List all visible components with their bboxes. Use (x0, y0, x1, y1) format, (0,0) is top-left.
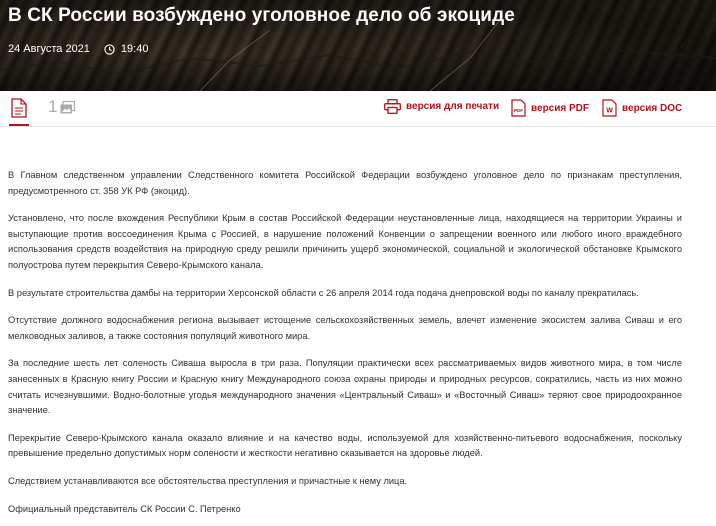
tab-photos[interactable] (48, 97, 75, 117)
article-toolbar (0, 91, 716, 127)
print-version-link[interactable] (384, 99, 499, 114)
hero-banner (0, 0, 716, 91)
printer-icon (384, 99, 401, 114)
print-version-label: версия для печати (406, 101, 500, 112)
photo-gallery-icon (60, 101, 75, 114)
article-meta (8, 43, 148, 55)
doc-version-label: версия DOC (622, 102, 683, 114)
word-file-icon (602, 99, 617, 117)
article-time-group (104, 43, 149, 55)
document-text-icon (11, 98, 27, 118)
clock-icon (104, 44, 115, 55)
article-date: 24 Августа 2021 (8, 43, 90, 55)
article-paragraph: В Главном следственном управлении Следственного комитета Российской Федерации возбуждено уголовное дело по признакам преступления, предусмотренного ст. 358 УК РФ (экоцид). (8, 170, 682, 196)
pdf-version-link[interactable] (511, 99, 589, 117)
article-time: 19:40 (120, 43, 149, 55)
tab-text[interactable] (9, 96, 29, 126)
article-paragraph: За последние шесть лет соленость Сиваша выросла в три раза. Популяции практически всех рассматриваемых видов животного мира, в том числе занесенных в Красную книгу России и Красную книгу Международного союза охраны природы и природных ресурсов, сократились, часть из них можно считать исчезнувшими. Водно-болотные угодья международного значения «Центральный Сиваш» и «Восточный Сиваш» теряют свое природоохранное значение. (8, 358, 682, 416)
article-paragraph: В результате строительства дамбы на территории Херсонской области с 26 апреля 2014 года подача днепровской воды по каналу прекратилась. (8, 287, 639, 298)
doc-icon-text: W (606, 107, 613, 115)
pdf-version-label: версия PDF (531, 102, 590, 114)
article-paragraph: Следствием устанавливаются все обстоятельства преступления и причастные к нему лица. (8, 475, 408, 486)
article-body (8, 168, 682, 526)
doc-version-link[interactable] (602, 99, 682, 117)
pdf-file-icon (511, 99, 526, 117)
article-paragraph: Отсутствие должного водоснабжения региона вызывает истощение сельскохозяйственных земель, влечет изменение экосистем залива Сиваш и его мелководных заливов, а также состояния популяций животного мира. (8, 315, 682, 341)
article-title: В СК России возбуждено уголовное дело об экоциде (8, 5, 515, 26)
photo-count: 1 (48, 97, 58, 116)
article-paragraph: Перекрытие Северо-Крымского канала оказало влияние и на качество воды, используемой для хозяйственно-питьевого водоснабжения, поскольку превышение предельно допустимых норм солености и жесткости негативно сказывается на здоровье людей. (8, 432, 682, 459)
article-paragraph: Установлено, что после вхождения Республики Крым в состав Российской Федерации неустановленные лица, находящиеся на территории Украины и выступающие против воссоединения Крыма с Россией, в нарушение положений Конвенции о запрещении военного или любого иного враждебного использования средств воздействия на природную среду решили причинить ущерб экономической, социальной и экологической обстановке Крымского полуострова путем перекрытия Северо-Крымского канала. (8, 213, 682, 270)
pdf-icon-text: PDF (514, 108, 523, 113)
article-signature: Официальный представитель СК России С. Петренко (8, 503, 241, 514)
